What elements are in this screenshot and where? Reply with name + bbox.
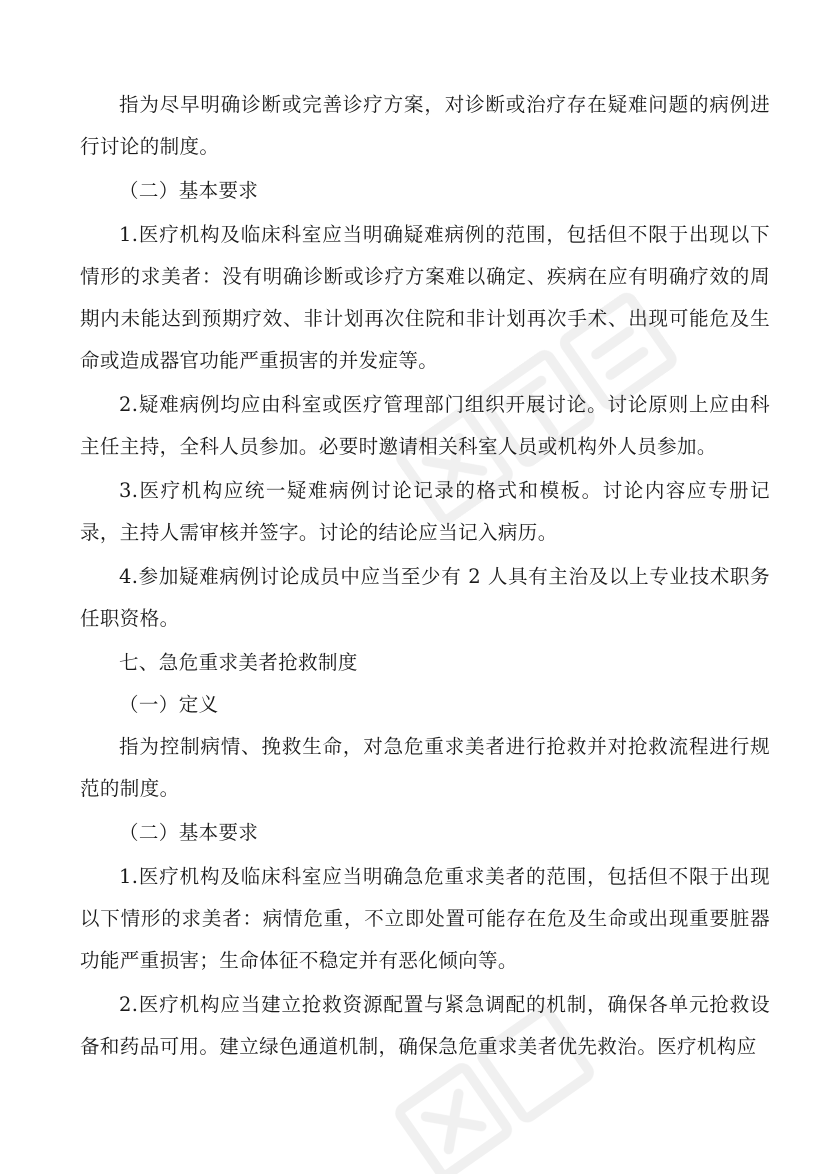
- paragraph-emergency-requirement-1: 1.医疗机构及临床科室应当明确急危重求美者的范围，包括但不限于出现以下情形的求美者：病情危重，不立即处置可能存在危及生命或出现重要脏器功能严重损害；生命体征不稳定并有恶化倾向等。: [80, 865, 770, 972]
- paragraph-requirement-4: 4.参加疑难病例讨论成员中应当至少有 2 人具有主治及以上专业技术职务任职资格。: [80, 565, 770, 630]
- paragraph-requirement-1: 1.医疗机构及临床科室应当明确疑难病例的范围，包括但不限于出现以下情形的求美者：没有明确诊断或诊疗方案难以确定、疾病在应有明确疗效的周期内未能达到预期疗效、非计划再次住院和非计划再次手术、出现可能危及生命或造成器官功能严重损害的并发症等。: [80, 223, 770, 372]
- heading-basic-requirements-2: （二）基本要求: [119, 821, 259, 844]
- paragraph-requirement-2: 2.疑难病例均应由科室或医疗管理部门组织开展讨论。讨论原则上应由科主任主持，全科人员参加。必要时邀请相关科室人员或机构外人员参加。: [80, 393, 770, 458]
- paragraph-emergency-requirement-2: 2.医疗机构应当建立抢救资源配置与紧急调配的机制，确保各单元抢救设备和药品可用。建立绿色通道机制，确保急危重求美者优先救治。医疗机构应: [80, 993, 770, 1058]
- section-title-emergency-rescue: 七、急危重求美者抢救制度: [119, 651, 358, 674]
- paragraph-definition-text: 指为尽早明确诊断或完善诊疗方案，对诊断或治疗存在疑难问题的病例进行讨论的制度。: [80, 93, 770, 158]
- heading-definition: （一）定义: [119, 693, 219, 716]
- paragraph-emergency-definition: 指为控制病情、挽救生命，对急危重求美者进行抢救并对抢救流程进行规范的制度。: [80, 735, 770, 800]
- heading-basic-requirements: （二）基本要求: [119, 179, 259, 202]
- paragraph-requirement-3: 3.医疗机构应统一疑难病例讨论记录的格式和模板。讨论内容应专册记录，主持人需审核并签字。讨论的结论应当记入病历。: [80, 479, 770, 544]
